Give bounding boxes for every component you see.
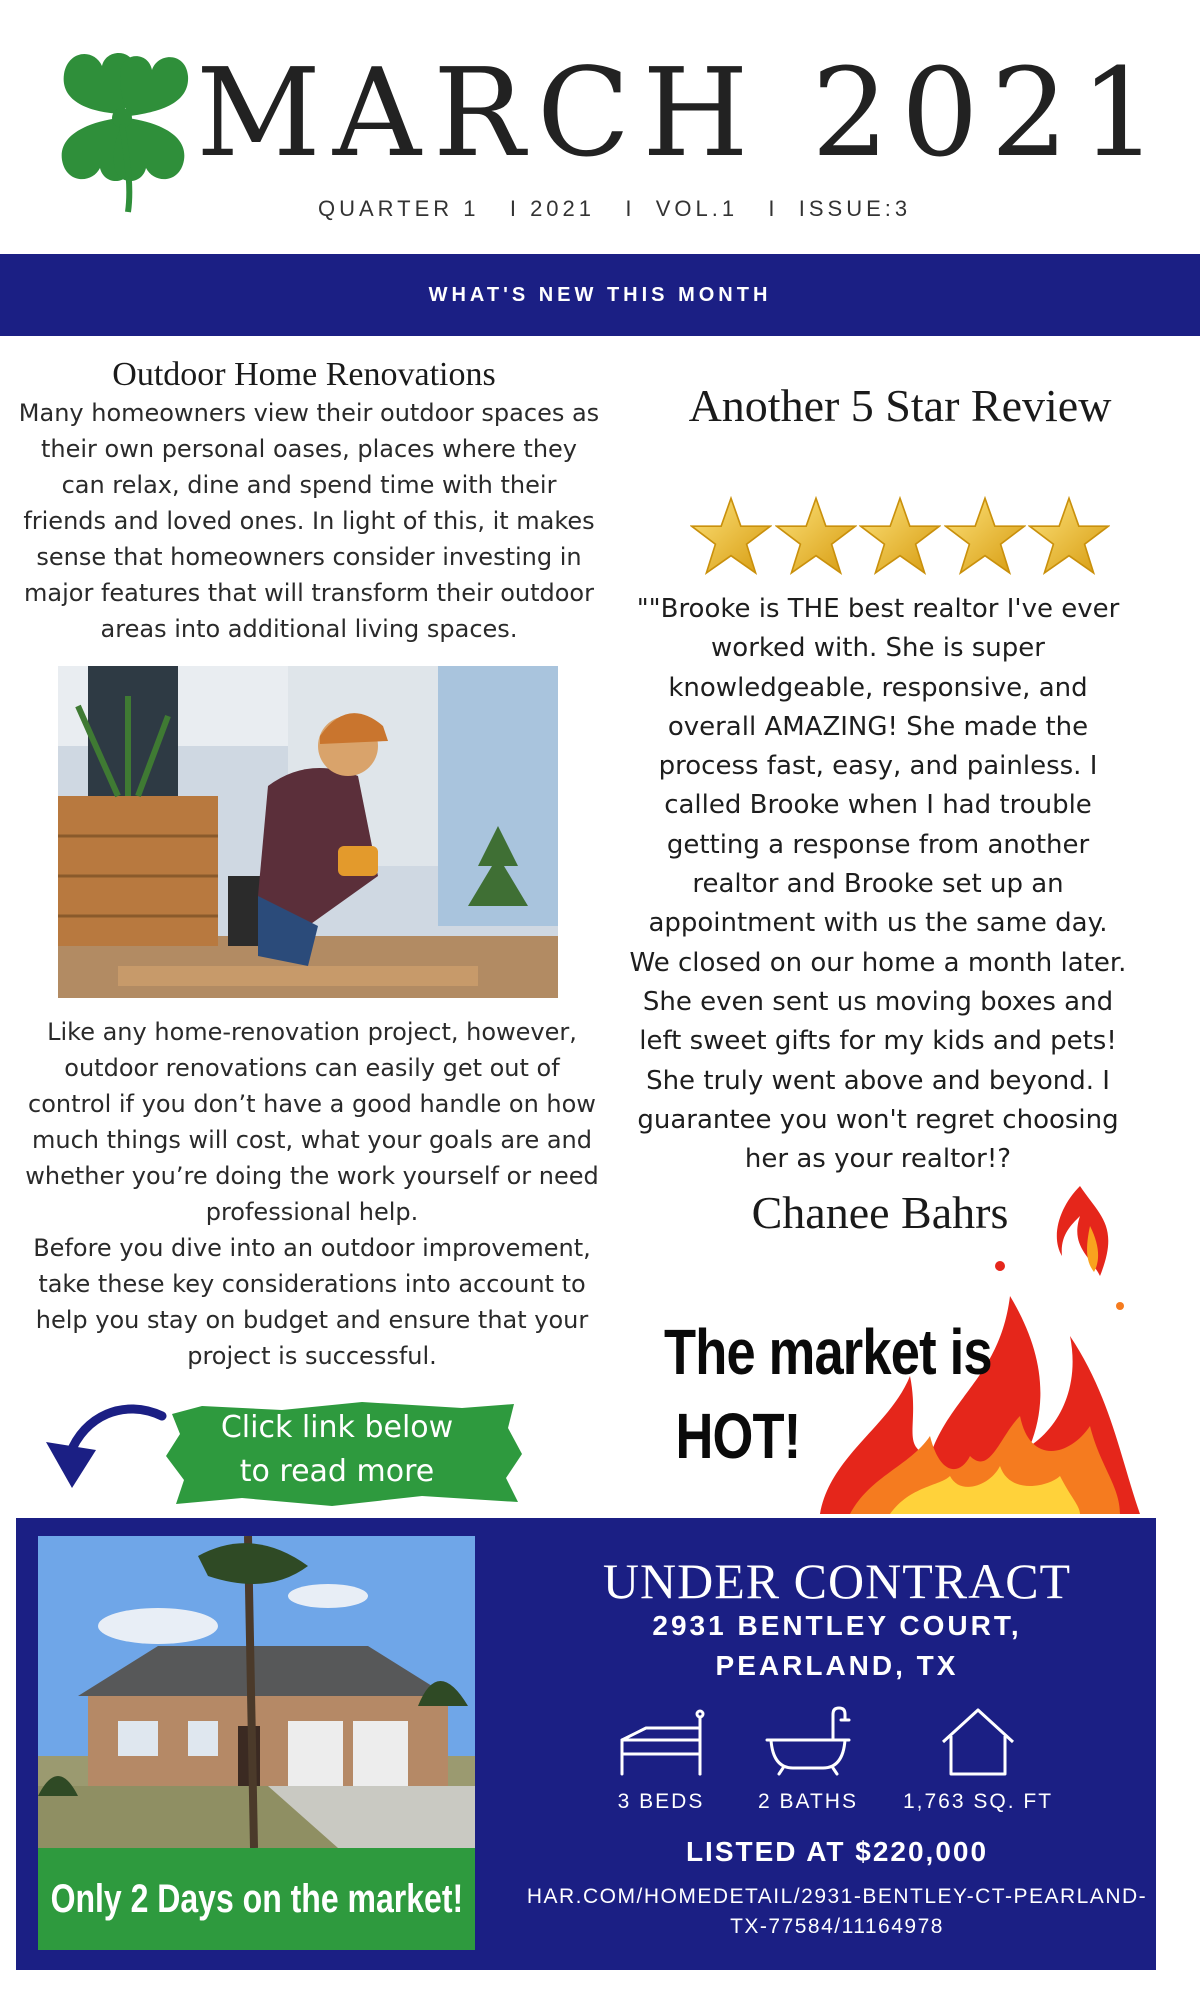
star-icon [859, 496, 941, 576]
article-continued [22, 1014, 602, 1374]
banner-label: WHAT'S NEW THIS MONTH [428, 283, 772, 306]
bed-icon [616, 1706, 706, 1776]
section-banner [0, 254, 1200, 336]
article-paragraph: Before you dive into an outdoor improvement, take these key considerations into account to help you stay on budget and ensure that your project is successful. [33, 1234, 591, 1370]
article-title: Outdoor Home Renovations [112, 356, 496, 393]
read-more-link[interactable] [162, 1406, 512, 1494]
bathtub-icon [763, 1706, 853, 1776]
days-on-market-text: Only 2 Days on the market! [50, 1876, 463, 1921]
sqft-label: 1,763 SQ. FT [902, 1790, 1054, 1813]
read-more-line: to read more [239, 1454, 435, 1489]
url-line[interactable]: HAR.COM/HOMEDETAIL/2931-BENTLEY-CT-PEARLAND- [526, 1885, 1148, 1908]
listing-status: UNDER CONTRACT [602, 1553, 1072, 1609]
star-icon [1028, 496, 1110, 576]
address-line: 2931 BENTLEY COURT, [652, 1610, 1022, 1641]
house-icon [933, 1706, 1023, 1776]
beds-label: 3 BEDS [617, 1790, 705, 1813]
article-paragraph: Like any home-renovation project, however, outdoor renovations can easily get out of control if you don’t have a good handle on how much things will cost, what your goals are and whether you’re doing the work yourself or need professional help. [25, 1018, 599, 1226]
article [14, 356, 604, 647]
masthead-subtitle: QUARTER 1 I 2021 I VOL.1 I ISSUE:3 [318, 196, 912, 221]
hot-line: The market is [664, 1316, 992, 1388]
article-paragraph: Many homeowners view their outdoor spaces as their own personal oases, places where they can relax, dine and spend time with their friends and loved ones. In light of this, it makes sense that homeowners consider investing in major features that will transform their outdoor areas into additional living spaces. [18, 399, 600, 644]
renovation-photo [58, 666, 558, 998]
curved-arrow-icon [34, 1398, 174, 1494]
listing-price: LISTED AT $220,000 [685, 1836, 989, 1867]
listing-address [520, 1606, 1154, 1686]
sqft-feature [896, 1706, 1060, 1814]
market-hot-text [664, 1310, 992, 1478]
star-icon [944, 496, 1026, 576]
review-quote: ""Brooke is THE best realtor I've ever worked with. She is super knowledgeable, responsive, and overall AMAZING! She made the process fast, easy, and painless. I called Brooke when I had trouble getting a response from another realtor and Brooke set up an appointment with us the same day. We closed on our home a month later. She even sent us moving boxes and left sweet gifts for my kids and pets! She truly went above and beyond. I guarantee you won't regret choosing her as your realtor!? [629, 594, 1127, 1175]
days-on-market-badge [38, 1848, 475, 1950]
read-more-line: Click link below [220, 1410, 454, 1445]
review-title: Another 5 Star Review [688, 380, 1112, 431]
baths-label: 2 BATHS [758, 1790, 858, 1813]
hot-line: HOT! [675, 1400, 801, 1472]
masthead-title: MARCH 2021 [196, 42, 1170, 184]
beds-feature [606, 1706, 716, 1814]
star-icon [775, 496, 857, 576]
four-leaf-clover-icon [50, 44, 190, 214]
house-photo [38, 1536, 475, 1848]
listing-url[interactable] [520, 1882, 1154, 1942]
address-line: PEARLAND, TX [715, 1650, 959, 1681]
review-author: Chanee Bahrs [751, 1187, 1009, 1238]
url-line[interactable]: TX-77584/11164978 [730, 1915, 944, 1938]
star-icon [690, 496, 772, 576]
baths-feature [748, 1706, 868, 1814]
star-rating [690, 496, 1110, 580]
